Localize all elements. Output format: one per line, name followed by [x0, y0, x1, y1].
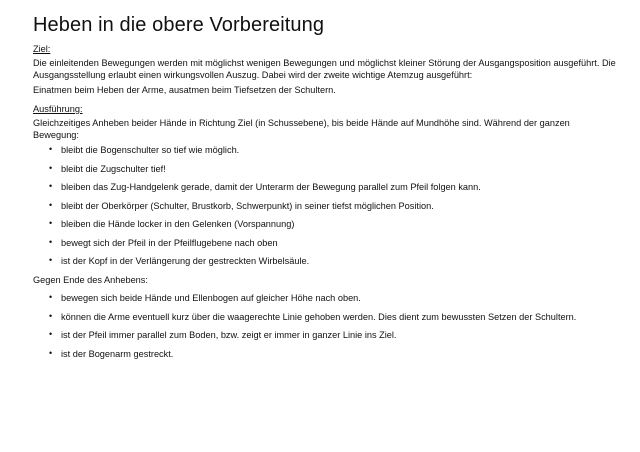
bullet-icon: • — [49, 255, 53, 265]
list-item-text: können die Arme eventuell kurz über die waagerechte Linie gehoben werden. Dies dient zum bewussten Setzen der Schultern. — [61, 312, 577, 322]
bullet-icon: • — [49, 163, 53, 173]
bullet-icon: • — [49, 200, 53, 210]
ausfuehrung-heading: Ausführung: — [33, 104, 83, 114]
bullet-icon: • — [49, 329, 53, 339]
page-title: Heben in die obere Vorbereitung — [33, 14, 325, 36]
bullet-icon: • — [49, 292, 53, 302]
end-heading: Gegen Ende des Anhebens: — [33, 275, 148, 285]
list-item-text: ist der Kopf in der Verlängerung der gestreckten Wirbelsäule. — [61, 256, 310, 266]
bullet-icon: • — [49, 237, 53, 247]
list-item-text: bewegen sich beide Hände und Ellenbogen auf gleicher Höhe nach oben. — [61, 293, 361, 303]
bullet-icon: • — [49, 181, 53, 191]
list-item-text: bleiben die Hände locker in den Gelenken (Vorspannung) — [61, 219, 295, 229]
bullet-icon: • — [49, 218, 53, 228]
list-item-text: ist der Bogenarm gestreckt. — [61, 349, 174, 359]
bullet-icon: • — [49, 348, 53, 358]
ziel-paragraph: Die einleitenden Bewegungen werden mit möglichst wenigen Bewegungen und möglichst kleiner Störung der Ausgangsposition ausgeführt. Die Ausgangsstellung erlaubt einen wirkungsvollen Auszug. Dabei wird der zweite wichtige Atemzug ausgeführt: — [33, 58, 616, 80]
ausfuehrung-paragraph: Gleichzeitiges Anheben beider Hände in Richtung Ziel (in Schussebene), bis beide Hände auf Mundhöhe sind. Während der ganzen Bewegung: — [33, 118, 570, 140]
list-item-text: bleiben das Zug-Handgelenk gerade, damit der Unterarm der Bewegung parallel zum Pfeil folgen kann. — [61, 182, 481, 192]
list-item-text: bleibt die Bogenschulter so tief wie möglich. — [61, 145, 240, 155]
ziel-heading: Ziel: — [33, 44, 51, 54]
list-item-text: bleibt die Zugschulter tief! — [61, 164, 166, 174]
list-item-text: bewegt sich der Pfeil in der Pfeilflugebene nach oben — [61, 238, 278, 248]
bullet-icon: • — [49, 311, 53, 321]
list-item-text: bleibt der Oberkörper (Schulter, Brustkorb, Schwerpunkt) in seiner tiefst möglichen Position. — [61, 201, 434, 211]
breathing-paragraph: Einatmen beim Heben der Arme, ausatmen beim Tiefsetzen der Schultern. — [33, 85, 336, 95]
list-item-text: ist der Pfeil immer parallel zum Boden, bzw. zeigt er immer in ganzer Linie ins Ziel. — [61, 330, 397, 340]
bullet-icon: • — [49, 144, 53, 154]
